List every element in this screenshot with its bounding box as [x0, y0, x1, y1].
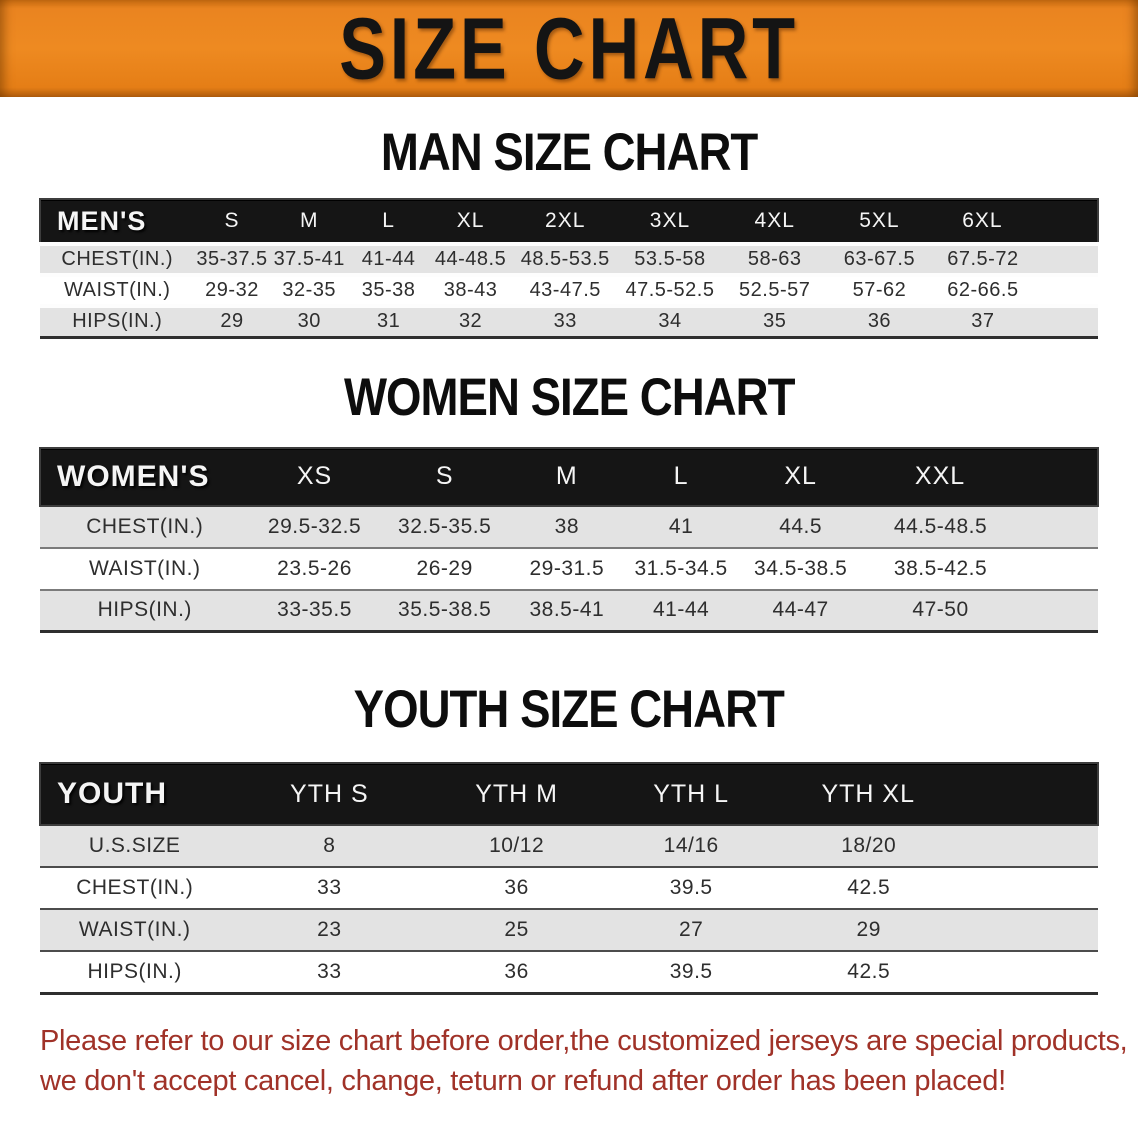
size-column-header: XL	[456, 209, 485, 232]
size-value: 38-43	[443, 279, 498, 301]
size-column-header: L	[382, 209, 395, 232]
size-value: 38	[554, 514, 580, 538]
page-title: SIZE CHART	[339, 0, 799, 98]
size-value: 39.5	[669, 959, 713, 983]
size-value: 18/20	[841, 834, 897, 857]
size-value: 32.5-35.5	[398, 514, 492, 538]
size-value: 30	[297, 310, 321, 333]
notice-line-1: Please refer to our size chart before order,the customized jerseys are special products,	[40, 1024, 1128, 1057]
man-size-table	[39, 198, 1099, 339]
man-size-section	[0, 121, 1138, 339]
man-section-title	[0, 121, 1138, 182]
table-row	[40, 506, 1098, 548]
size-value: 43-47.5	[529, 279, 601, 301]
size-value: 31	[376, 310, 401, 333]
row-label: WAIST(IN.)	[63, 279, 171, 301]
row-label: U.S.SIZE	[88, 834, 181, 857]
size-column-header: L	[673, 462, 689, 490]
size-value: 44-47	[772, 598, 829, 622]
size-value: 37	[971, 310, 995, 333]
women-section-title-text: WOMEN SIZE CHART	[343, 366, 795, 426]
table-row	[40, 275, 1098, 306]
size-value: 44.5-48.5	[893, 514, 988, 538]
size-value: 42.5	[847, 876, 891, 899]
size-value: 34	[658, 310, 682, 333]
size-value: 42.5	[847, 959, 891, 983]
size-value: 25	[504, 918, 529, 941]
size-value: 29-32	[205, 279, 259, 301]
size-value: 29	[220, 310, 244, 333]
table-row	[40, 590, 1098, 632]
size-column-header: XS	[296, 462, 333, 490]
size-value: 27	[678, 918, 704, 941]
size-header-row	[40, 763, 1098, 825]
row-label: CHEST(IN.)	[86, 514, 204, 538]
size-value: 58-63	[747, 248, 802, 270]
table-row	[40, 867, 1098, 909]
banner	[0, 0, 1138, 97]
size-value: 67.5-72	[947, 248, 1019, 270]
size-value: 37.5-41	[273, 248, 345, 270]
youth-size-table	[39, 762, 1099, 995]
size-column-header: YTH L	[653, 779, 730, 808]
size-value: 29-31.5	[529, 556, 605, 580]
size-value: 44-48.5	[434, 248, 507, 270]
size-value: 35	[763, 310, 787, 333]
size-value: 31.5-34.5	[634, 556, 728, 580]
size-column-header: 2XL	[545, 209, 586, 232]
size-column-header: YTH XL	[821, 779, 915, 808]
row-label: CHEST(IN.)	[76, 876, 194, 899]
table-row	[40, 909, 1098, 951]
size-value: 29.5-32.5	[267, 514, 362, 538]
row-label: HIPS(IN.)	[87, 959, 182, 983]
size-value: 29	[856, 918, 881, 941]
footer-notice	[40, 1021, 1138, 1101]
size-value: 33-35.5	[277, 598, 352, 622]
size-column-header: YTH S	[290, 779, 369, 808]
table-row	[40, 306, 1098, 337]
size-column-header: 5XL	[859, 209, 900, 232]
size-column-header: M	[299, 209, 319, 232]
size-value: 23	[317, 918, 342, 941]
size-column-header: 4XL	[754, 209, 795, 232]
table-corner-label: MEN'S	[57, 205, 147, 236]
size-column-header: XXL	[914, 462, 966, 490]
youth-section-title	[0, 678, 1138, 739]
row-label: CHEST(IN.)	[61, 248, 174, 270]
table-row	[40, 951, 1098, 993]
size-value: 47.5-52.5	[625, 279, 715, 301]
row-label: HIPS(IN.)	[72, 310, 163, 333]
size-header-row	[40, 448, 1098, 506]
women-section-title	[0, 366, 1138, 426]
size-column-header: S	[435, 462, 454, 490]
table-row	[40, 548, 1098, 590]
size-value: 41-44	[361, 248, 416, 270]
size-column-header: 6XL	[962, 209, 1003, 232]
size-column-header: S	[224, 209, 240, 232]
size-column-header: YTH M	[475, 779, 558, 808]
size-value: 23.5-26	[277, 556, 352, 580]
row-label: HIPS(IN.)	[97, 598, 192, 622]
size-value: 33	[317, 959, 342, 983]
size-value: 44.5	[779, 514, 823, 538]
size-value: 32-35	[282, 279, 337, 301]
size-value: 41-44	[652, 598, 710, 622]
row-label: WAIST(IN.)	[78, 918, 191, 941]
size-column-header: XL	[784, 462, 817, 490]
size-value: 35-38	[361, 279, 416, 301]
size-value: 34.5-38.5	[754, 556, 848, 580]
size-value: 38.5-41	[529, 598, 605, 622]
size-value: 63-67.5	[843, 248, 916, 270]
youth-section-title-text: YOUTH SIZE CHART	[353, 678, 785, 739]
size-value: 41	[668, 514, 694, 538]
size-value: 57-62	[852, 279, 907, 301]
table-row	[40, 244, 1098, 275]
size-value: 53.5-58	[634, 248, 706, 270]
size-column-header: 3XL	[649, 209, 691, 232]
size-header-row	[40, 199, 1098, 244]
size-value: 10/12	[489, 834, 545, 857]
size-value: 26-29	[416, 556, 473, 580]
size-value: 35-37.5	[196, 248, 268, 270]
size-value: 36	[867, 310, 892, 333]
women-size-section	[0, 366, 1138, 634]
size-value: 36	[504, 959, 529, 983]
size-value: 14/16	[663, 834, 719, 857]
youth-size-section	[0, 678, 1138, 995]
size-value: 38.5-42.5	[893, 556, 988, 580]
size-value: 35.5-38.5	[398, 598, 492, 622]
table-row	[40, 825, 1098, 867]
notice-line-2: we don't accept cancel, change, teturn or refund after order has been placed!	[40, 1064, 1006, 1097]
size-value: 48.5-53.5	[520, 248, 610, 270]
size-value: 47-50	[912, 598, 969, 622]
women-size-table	[39, 447, 1099, 634]
size-value: 36	[504, 876, 529, 899]
row-label: WAIST(IN.)	[88, 556, 201, 580]
size-column-header: M	[555, 462, 578, 490]
size-value: 32	[458, 310, 483, 333]
size-value: 33	[553, 310, 577, 333]
size-value: 62-66.5	[947, 279, 1019, 301]
size-value: 39.5	[669, 876, 713, 899]
table-corner-label: WOMEN'S	[57, 459, 210, 493]
table-corner-label: YOUTH	[57, 777, 167, 810]
size-value: 8	[323, 834, 336, 857]
size-value: 52.5-57	[739, 279, 811, 301]
man-section-title-text: MAN SIZE CHART	[380, 121, 758, 182]
size-value: 33	[317, 876, 342, 899]
